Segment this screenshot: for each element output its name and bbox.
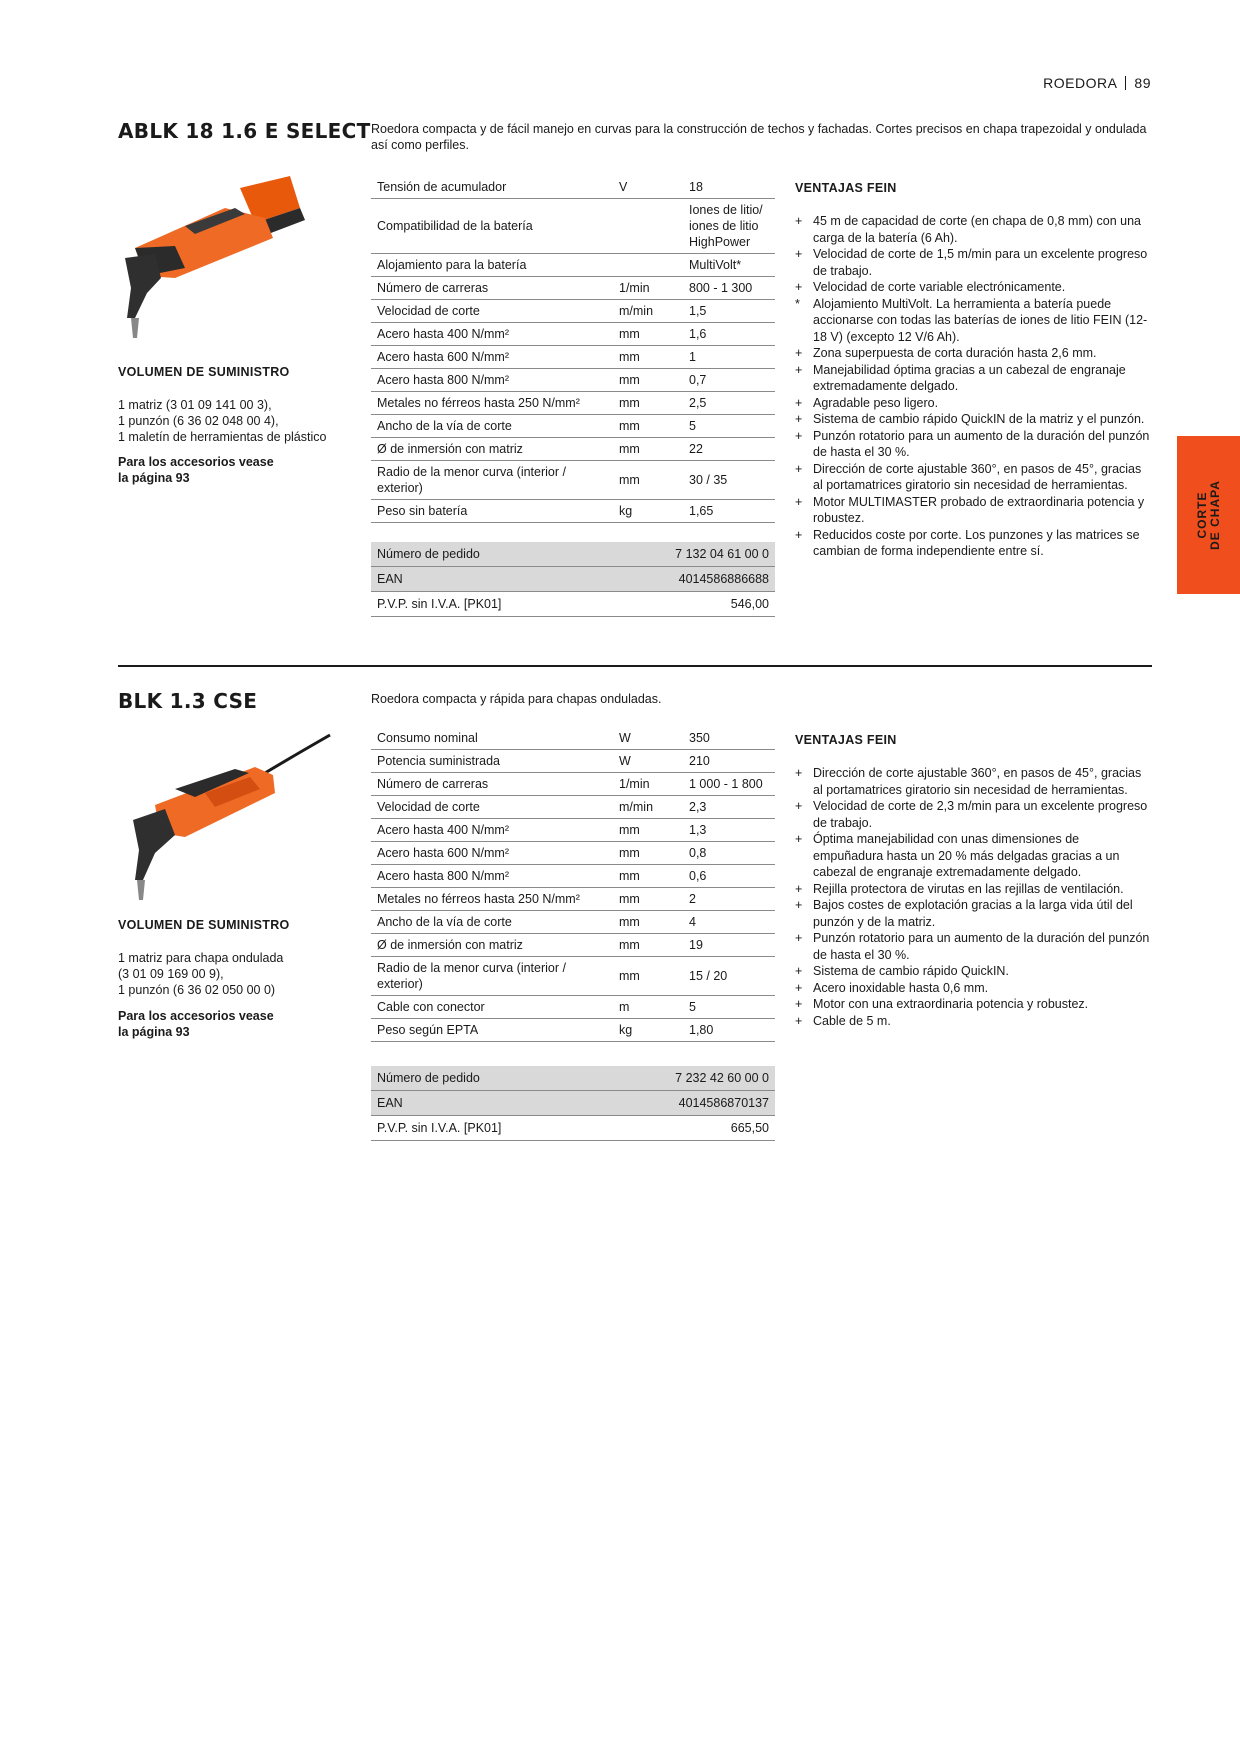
supply-item: 1 punzón (6 36 02 050 00 0)	[118, 983, 276, 997]
table-row: Consumo nominal W 350	[371, 727, 775, 750]
table-row: Acero hasta 400 N/mm² mm 1,3	[371, 819, 775, 842]
table-row: Ø de inmersión con matriz mm 19	[371, 934, 775, 957]
table-row: Peso sin batería kg 1,65	[371, 500, 775, 523]
header-divider	[1125, 76, 1126, 90]
list-item: + Manejabilidad óptima gracias a un cabezal de engranaje extremadamente delgado.	[795, 362, 1126, 393]
list-item: + Motor MULTIMASTER probado de extraordinaria potencia y robustez.	[795, 494, 1145, 525]
product-image-blk	[115, 725, 335, 910]
table-row: Número de pedido 7 232 42 60 00 0	[371, 1066, 775, 1091]
list-item: + Dirección de corte ajustable 360°, en pasos de 45°, gracias al portamatrices giratorio sin necesidad de herramientas.	[795, 766, 1142, 797]
table-row: Cable con conector m 5	[371, 996, 775, 1019]
list-item: + Cable de 5 m.	[795, 1013, 891, 1028]
advantages-list	[795, 213, 1150, 560]
supply-list	[118, 950, 358, 998]
product-description: Roedora compacta y de fácil manejo en curvas para la construcción de techos y fachadas. Cortes precisos en chapa trapezoidal y ondulada así como perfiles.	[371, 122, 1147, 152]
table-row: Número de pedido 7 132 04 61 00 0	[371, 542, 775, 567]
list-item: + Bajos costes de explotación gracias a la larga vida útil del punzón y de la matriz.	[795, 898, 1133, 929]
table-row: Metales no férreos hasta 250 N/mm² mm 2	[371, 888, 775, 911]
side-tab-label: CORTE DE CHAPA	[1194, 480, 1222, 550]
table-row: Ø de inmersión con matriz mm 22	[371, 438, 775, 461]
supply-item: 1 maletín de herramientas de plástico	[118, 430, 327, 444]
list-item: + Agradable peso ligero.	[795, 395, 939, 410]
table-row: EAN 4014586886688	[371, 567, 775, 592]
table-row: Compatibilidad de la batería Iones de litio/ iones de litio HighPower	[371, 199, 775, 254]
side-tab-corte-de-chapa[interactable]	[1177, 436, 1240, 594]
table-row: Velocidad de corte m/min 2,3	[371, 796, 775, 819]
list-item: + Rejilla protectora de virutas en las rejillas de ventilación.	[795, 881, 1124, 896]
supply-item: (3 01 09 169 00 9),	[118, 967, 224, 981]
list-item: + Velocidad de corte de 2,3 m/min para un excelente progreso de trabajo.	[795, 799, 1148, 830]
spec-table	[371, 727, 775, 1042]
accessories-page-link[interactable]: la página 93	[118, 1025, 190, 1039]
list-item: + Zona superpuesta de corta duración hasta 2,6 mm.	[795, 346, 1097, 360]
list-item: + 45 m de capacidad de corte (en chapa de 0,8 mm) con una carga de la batería (6 Ah).	[795, 214, 1141, 245]
table-row: Radio de la menor curva (interior / exterior) mm 15 / 20	[371, 957, 775, 996]
advantages-list	[795, 765, 1150, 1029]
product-title: ABLK 18 1.6 E SELECT	[118, 119, 371, 143]
supply-heading: VOLUMEN DE SUMINISTRO	[118, 365, 290, 379]
supply-heading: VOLUMEN DE SUMINISTRO	[118, 918, 290, 932]
list-item: * Alojamiento MultiVolt. La herramienta a batería puede accionarse con todas las baterías de iones de litio FEIN (12-18 V) (excepto 12 V/6 Ah).	[795, 296, 1148, 344]
table-row: Metales no férreos hasta 250 N/mm² mm 2,5	[371, 392, 775, 415]
product-title: BLK 1.3 CSE	[118, 689, 258, 713]
product-description: Roedora compacta y rápida para chapas onduladas.	[371, 692, 662, 706]
page-number: 89	[1134, 75, 1151, 91]
table-row: Número de carreras 1/min 800 - 1 300	[371, 277, 775, 300]
table-row: Ancho de la vía de corte mm 4	[371, 911, 775, 934]
list-item: + Sistema de cambio rápido QuickIN.	[795, 964, 1009, 978]
table-row: Acero hasta 800 N/mm² mm 0,6	[371, 865, 775, 888]
product-image-ablk	[115, 168, 335, 348]
accessories-note: Para los accesorios vease la página 93	[118, 454, 318, 486]
table-row: P.V.P. sin I.V.A. [PK01] 546,00	[371, 592, 775, 617]
list-item: + Sistema de cambio rápido QuickIN de la matriz y el punzón.	[795, 412, 1145, 426]
list-item: + Velocidad de corte variable electrónicamente.	[795, 280, 1066, 294]
order-table	[371, 542, 775, 617]
list-item: + Punzón rotatorio para un aumento de la duración del punzón de hasta el 30 %.	[795, 428, 1150, 459]
table-row: Acero hasta 600 N/mm² mm 0,8	[371, 842, 775, 865]
table-row: Ancho de la vía de corte mm 5	[371, 415, 775, 438]
list-item: + Óptima manejabilidad con unas dimensiones de empuñadura hasta un 20 % más delgadas gracias a un cabezal de engranaje extremadamente delgado.	[795, 832, 1120, 879]
table-row: Potencia suministrada W 210	[371, 750, 775, 773]
section-divider	[118, 665, 1152, 667]
list-item: + Reducidos coste por corte. Los punzones y las matrices se cambian de forma independiente entre sí.	[795, 527, 1140, 558]
advantages-heading: VENTAJAS FEIN	[795, 733, 897, 747]
table-row: Radio de la menor curva (interior / exterior) mm 30 / 35	[371, 461, 775, 500]
order-table	[371, 1066, 775, 1141]
list-item: + Velocidad de corte de 1,5 m/min para un excelente progreso de trabajo.	[795, 247, 1148, 278]
list-item: + Motor con una extraordinaria potencia y robustez.	[795, 997, 1089, 1011]
table-row: Número de carreras 1/min 1 000 - 1 800	[371, 773, 775, 796]
table-row: Acero hasta 600 N/mm² mm 1	[371, 346, 775, 369]
accessories-page-link[interactable]: la página 93	[118, 471, 190, 485]
supply-list	[118, 397, 358, 445]
list-item: + Acero inoxidable hasta 0,6 mm.	[795, 980, 989, 995]
list-item: + Dirección de corte ajustable 360°, en pasos de 45°, gracias al portamatrices giratorio sin necesidad de herramientas.	[795, 461, 1142, 492]
table-row: Velocidad de corte m/min 1,5	[371, 300, 775, 323]
table-row: Peso según EPTA kg 1,80	[371, 1019, 775, 1042]
table-row: Acero hasta 800 N/mm² mm 0,7	[371, 369, 775, 392]
table-row: Tensión de acumulador V 18	[371, 176, 775, 199]
spec-table	[371, 176, 775, 523]
supply-item: 1 matriz para chapa ondulada	[118, 951, 284, 965]
table-row: EAN 4014586870137	[371, 1091, 775, 1116]
page-header	[1043, 75, 1151, 91]
accessories-note: Para los accesorios vease la página 93	[118, 1008, 318, 1040]
advantages-heading: VENTAJAS FEIN	[795, 181, 897, 195]
table-row: Acero hasta 400 N/mm² mm 1,6	[371, 323, 775, 346]
section-name: ROEDORA	[1043, 75, 1118, 91]
table-row: P.V.P. sin I.V.A. [PK01] 665,50	[371, 1116, 775, 1141]
table-row: Alojamiento para la batería MultiVolt*	[371, 254, 775, 277]
supply-item: 1 punzón (6 36 02 048 00 4),	[118, 414, 279, 428]
supply-item: 1 matriz (3 01 09 141 00 3),	[118, 398, 272, 412]
list-item: + Punzón rotatorio para un aumento de la duración del punzón de hasta el 30 %.	[795, 931, 1150, 962]
